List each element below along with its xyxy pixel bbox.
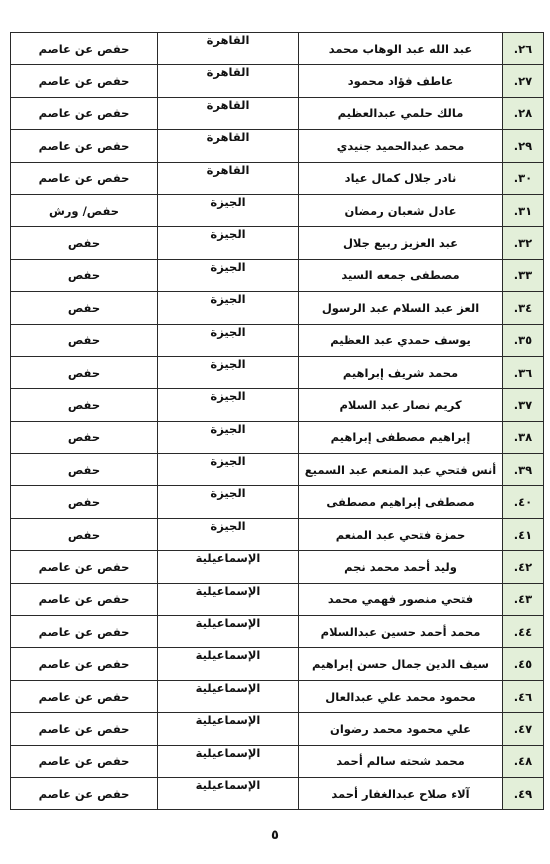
row-number: ٣٨. xyxy=(503,421,544,453)
row-number: ٤٣. xyxy=(503,583,544,615)
table-row xyxy=(11,648,544,680)
row-number: ٢٧. xyxy=(503,65,544,97)
riwaya: حفص عن عاصم xyxy=(11,130,158,162)
riwaya: حفص عن عاصم xyxy=(11,65,158,97)
riwaya: حفص xyxy=(11,421,158,453)
riwaya: حفص/ ورش xyxy=(11,194,158,226)
reciter-name: محمد شريف إبراهيم xyxy=(299,356,503,388)
governorate: الإسماعيلية xyxy=(158,680,299,712)
governorate: الإسماعيلية xyxy=(158,551,299,583)
table-row xyxy=(11,389,544,421)
row-number: ٣١. xyxy=(503,194,544,226)
row-number: ٣٣. xyxy=(503,259,544,291)
table-row xyxy=(11,486,544,518)
governorate: الجيزة xyxy=(158,259,299,291)
riwaya: حفص عن عاصم xyxy=(11,583,158,615)
table-row xyxy=(11,33,544,65)
reciter-name: محمود محمد علي عبدالعال xyxy=(299,680,503,712)
governorate: الإسماعيلية xyxy=(158,648,299,680)
table-row xyxy=(11,324,544,356)
riwaya: حفص xyxy=(11,259,158,291)
row-number: ٣٠. xyxy=(503,162,544,194)
table-row xyxy=(11,97,544,129)
riwaya: حفص xyxy=(11,227,158,259)
reciter-name: آلاء صلاح عبدالغفار أحمد xyxy=(299,777,503,809)
row-number: ٤٨. xyxy=(503,745,544,777)
riwaya: حفص عن عاصم xyxy=(11,713,158,745)
governorate: الجيزة xyxy=(158,324,299,356)
reciter-name: سيف الدين جمال حسن إبراهيم xyxy=(299,648,503,680)
table-row xyxy=(11,713,544,745)
row-number: ٤٤. xyxy=(503,616,544,648)
governorate: القاهرة xyxy=(158,65,299,97)
row-number: ٤٧. xyxy=(503,713,544,745)
table-row xyxy=(11,130,544,162)
governorate: الجيزة xyxy=(158,389,299,421)
governorate: القاهرة xyxy=(158,162,299,194)
table-row xyxy=(11,583,544,615)
governorate: الجيزة xyxy=(158,292,299,324)
reciter-name: وليد أحمد محمد نجم xyxy=(299,551,503,583)
riwaya: حفص عن عاصم xyxy=(11,551,158,583)
reciter-name: فتحي منصور فهمي محمد xyxy=(299,583,503,615)
table-row xyxy=(11,259,544,291)
governorate: الإسماعيلية xyxy=(158,583,299,615)
riwaya: حفص عن عاصم xyxy=(11,97,158,129)
row-number: ٣٢. xyxy=(503,227,544,259)
riwaya: حفص عن عاصم xyxy=(11,162,158,194)
governorate: الإسماعيلية xyxy=(158,616,299,648)
row-number: ٣٩. xyxy=(503,454,544,486)
reciter-name: عبد العزيز ربيع جلال xyxy=(299,227,503,259)
governorate: القاهرة xyxy=(158,97,299,129)
table-row xyxy=(11,162,544,194)
reciter-name: علي محمود محمد رضوان xyxy=(299,713,503,745)
governorate: الإسماعيلية xyxy=(158,777,299,809)
row-number: ٢٨. xyxy=(503,97,544,129)
reciters-table xyxy=(10,32,544,810)
governorate: الإسماعيلية xyxy=(158,745,299,777)
riwaya: حفص عن عاصم xyxy=(11,777,158,809)
row-number: ٤٥. xyxy=(503,648,544,680)
table-row xyxy=(11,421,544,453)
reciter-name: إبراهيم مصطفى إبراهيم xyxy=(299,421,503,453)
riwaya: حفص عن عاصم xyxy=(11,745,158,777)
governorate: الإسماعيلية xyxy=(158,713,299,745)
reciter-name: مصطفى إبراهيم مصطفى xyxy=(299,486,503,518)
reciter-name: مصطفى جمعه السيد xyxy=(299,259,503,291)
governorate: الجيزة xyxy=(158,227,299,259)
row-number: ٢٩. xyxy=(503,130,544,162)
governorate: الجيزة xyxy=(158,421,299,453)
riwaya: حفص xyxy=(11,324,158,356)
reciter-name: كريم نصار عبد السلام xyxy=(299,389,503,421)
table-row xyxy=(11,454,544,486)
riwaya: حفص xyxy=(11,486,158,518)
reciters-list-page xyxy=(10,32,539,810)
reciter-name: محمد أحمد حسين عبدالسلام xyxy=(299,616,503,648)
riwaya: حفص عن عاصم xyxy=(11,680,158,712)
table-row xyxy=(11,745,544,777)
reciters-table-body xyxy=(11,33,544,810)
row-number: ٤١. xyxy=(503,518,544,550)
table-row xyxy=(11,680,544,712)
row-number: ٣٧. xyxy=(503,389,544,421)
row-number: ٤٦. xyxy=(503,680,544,712)
governorate: الجيزة xyxy=(158,486,299,518)
reciter-name: عادل شعبان رمضان xyxy=(299,194,503,226)
row-number: ٤٢. xyxy=(503,551,544,583)
page-number: ٥ xyxy=(271,828,279,843)
row-number: ٢٦. xyxy=(503,33,544,65)
governorate: القاهرة xyxy=(158,130,299,162)
governorate: القاهرة xyxy=(158,33,299,65)
riwaya: حفص xyxy=(11,518,158,550)
table-row xyxy=(11,356,544,388)
reciter-name: عبد الله عبد الوهاب محمد xyxy=(299,33,503,65)
governorate: الجيزة xyxy=(158,356,299,388)
table-row xyxy=(11,194,544,226)
row-number: ٣٥. xyxy=(503,324,544,356)
row-number: ٣٦. xyxy=(503,356,544,388)
riwaya: حفص عن عاصم xyxy=(11,33,158,65)
table-row xyxy=(11,518,544,550)
table-row xyxy=(11,616,544,648)
table-row xyxy=(11,292,544,324)
riwaya: حفص xyxy=(11,356,158,388)
riwaya: حفص xyxy=(11,389,158,421)
row-number: ٤٠. xyxy=(503,486,544,518)
row-number: ٣٤. xyxy=(503,292,544,324)
riwaya: حفص عن عاصم xyxy=(11,648,158,680)
riwaya: حفص xyxy=(11,454,158,486)
table-row xyxy=(11,551,544,583)
reciter-name: حمزة فتحي عبد المنعم xyxy=(299,518,503,550)
governorate: الجيزة xyxy=(158,194,299,226)
riwaya: حفص xyxy=(11,292,158,324)
reciter-name: نادر جلال كمال عياد xyxy=(299,162,503,194)
reciter-name: العز عبد السلام عبد الرسول xyxy=(299,292,503,324)
reciter-name: مالك حلمي عبدالعظيم xyxy=(299,97,503,129)
riwaya: حفص عن عاصم xyxy=(11,616,158,648)
table-row xyxy=(11,227,544,259)
reciter-name: محمد عبدالحميد جنيدي xyxy=(299,130,503,162)
table-row xyxy=(11,777,544,809)
reciter-name: عاطف فؤاد محمود xyxy=(299,65,503,97)
reciter-name: أنس فتحي عبد المنعم عبد السميع xyxy=(299,454,503,486)
governorate: الجيزة xyxy=(158,454,299,486)
governorate: الجيزة xyxy=(158,518,299,550)
reciter-name: محمد شحته سالم أحمد xyxy=(299,745,503,777)
row-number: ٤٩. xyxy=(503,777,544,809)
table-row xyxy=(11,65,544,97)
reciter-name: يوسف حمدي عبد العظيم xyxy=(299,324,503,356)
